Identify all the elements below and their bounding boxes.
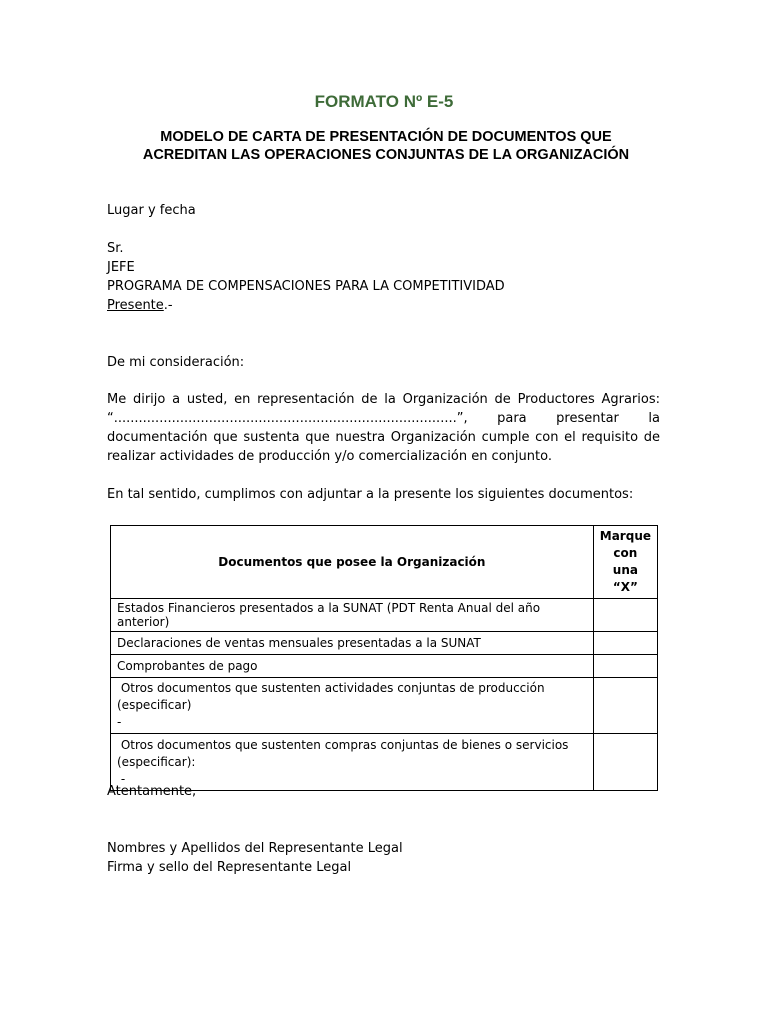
row-document-line-1: Otros documentos que sustenten compras conjuntas de bienes o servicios xyxy=(117,737,569,752)
row-document-line-3: - xyxy=(117,715,122,729)
format-code: FORMATO Nº E-5 xyxy=(314,92,454,111)
signature-line-2: Firma y sello del Representante Legal xyxy=(107,860,352,875)
table-row xyxy=(111,678,658,734)
addressee-presente xyxy=(107,296,173,315)
table-row xyxy=(111,599,658,632)
title-line-1: MODELO DE CARTA DE PRESENTACIÓN DE DOCUMENTOS QUE xyxy=(160,129,612,145)
row-mark-cell[interactable] xyxy=(593,678,657,734)
header-mark-line-3: “X” xyxy=(612,580,638,594)
paragraph-2: En tal sentido, cumplimos con adjuntar a la presente los siguientes documentos: xyxy=(107,487,634,502)
presente-suffix: .- xyxy=(163,298,173,313)
header-mark-line-2: con una xyxy=(612,546,638,577)
row-document: Declaraciones de ventas mensuales presentadas a la SUNAT xyxy=(111,632,594,655)
addressee-salutation: Sr. xyxy=(107,241,124,256)
addressee-program: PROGRAMA DE COMPENSACIONES PARA LA COMPETITIVIDAD xyxy=(107,279,505,294)
title-line-2: ACREDITAN LAS OPERACIONES CONJUNTAS DE LA ORGANIZACIÓN xyxy=(142,147,630,163)
header-mark xyxy=(593,526,657,599)
row-mark-cell[interactable] xyxy=(593,655,657,678)
row-document-line-2: (especificar) xyxy=(117,698,192,712)
addressee-position: JEFE xyxy=(107,260,135,275)
row-document: Estados Financieros presentados a la SUNAT (PDT Renta Anual del año anterior) xyxy=(111,599,594,632)
table-header-row xyxy=(111,526,658,599)
row-document-line-3: - xyxy=(117,771,126,786)
place-date: Lugar y fecha xyxy=(107,203,196,218)
row-document: Comprobantes de pago xyxy=(111,655,594,678)
row-mark-cell[interactable] xyxy=(593,734,657,791)
row-document-line-2: (especificar): xyxy=(117,754,196,769)
row-mark-cell[interactable] xyxy=(593,632,657,655)
document-title xyxy=(100,128,672,164)
table-row xyxy=(111,632,658,655)
presente-word: Presente xyxy=(107,298,164,313)
row-document xyxy=(111,678,594,734)
greeting: De mi consideración: xyxy=(107,355,245,370)
header-documents: Documentos que posee la Organización xyxy=(111,526,594,599)
paragraph-1: Me dirijo a usted, en representación de la Organización de Productores Agrarios: “...................................................................................”, para presentar la documentación que sustenta que nuestra Organización cumple con el requisito de realizar actividades de producción y/o comercialización en conjunto. xyxy=(107,392,660,464)
documents-table xyxy=(110,525,658,791)
header-mark-line-1: Marque xyxy=(599,529,651,543)
signature-line-1: Nombres y Apellidos del Representante Legal xyxy=(107,841,403,856)
closing: Atentamente, xyxy=(107,784,197,799)
table-row xyxy=(111,655,658,678)
row-mark-cell[interactable] xyxy=(593,599,657,632)
row-document-line-1: Otros documentos que sustenten actividades conjuntas de producción xyxy=(117,681,545,695)
